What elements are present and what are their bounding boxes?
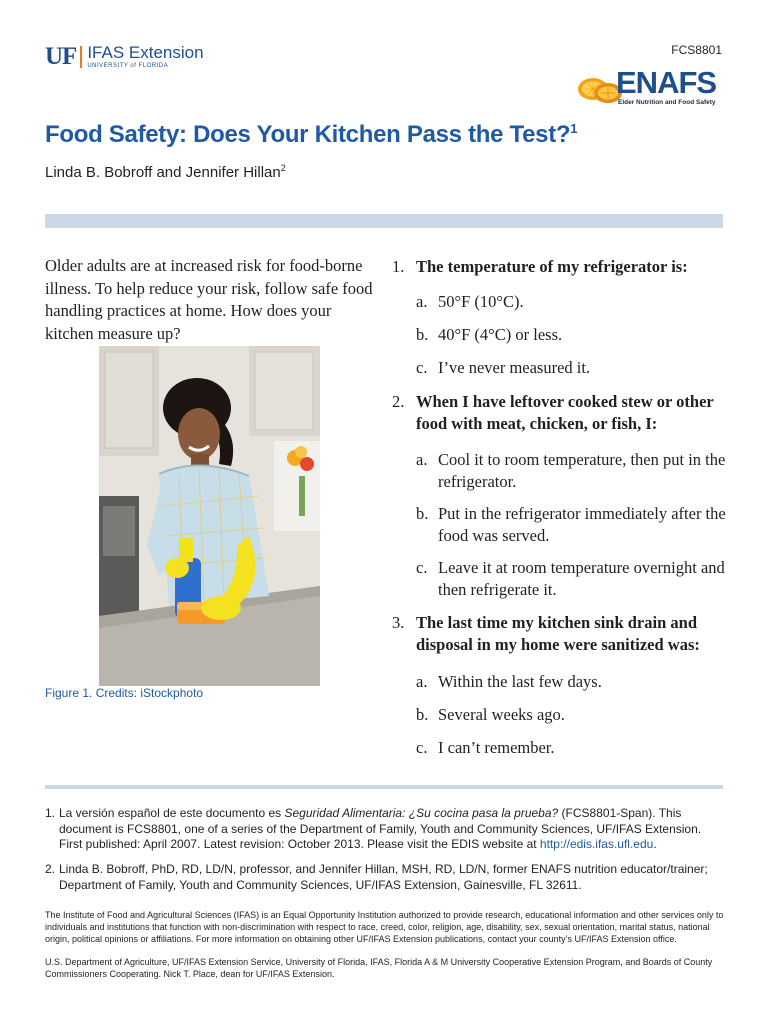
- ifas-extension-title: IFAS Extension: [87, 43, 204, 62]
- university-of-florida-text: UNIVERSITY of FLORIDA: [87, 63, 169, 69]
- option-letter: c.: [416, 358, 428, 377]
- authors-footnote-ref[interactable]: 2: [280, 163, 286, 173]
- option-text: I can’t remember.: [438, 738, 555, 757]
- option-text: 50°F (10°C).: [438, 292, 524, 311]
- option-text: Leave it at room temperature overnight and then refrigerate it.: [438, 558, 725, 599]
- option-text: Within the last few days.: [438, 672, 602, 691]
- page-title: Food Safety: Does Your Kitchen Pass the Test?$^1$: [45, 121, 578, 148]
- option-letter: b.: [416, 504, 429, 523]
- authors: Linda B. Bobroff and Jennifer Hillan$^2$: [45, 163, 286, 181]
- option-letter: c.: [416, 558, 428, 577]
- enafs-wordmark: ENAFS: [616, 65, 717, 100]
- edis-link[interactable]: http://edis.ifas.ufl.edu: [539, 837, 654, 851]
- kitchen-cleaning-photo: [99, 346, 320, 686]
- intro-paragraph: Older adults are at increased risk for food-borne illness. To help reduce your risk, follow safe food handling practices at home. How does your kitchen measure up?: [45, 256, 373, 343]
- footnote-number: 1.: [45, 806, 56, 820]
- document-id: FCS8801: [671, 43, 722, 57]
- option-text: 40°F (4°C) or less.: [438, 325, 563, 344]
- question-text: When I have leftover cooked stew or other food with meat, chicken, or fish, I:: [416, 392, 714, 433]
- footnote-text: Linda B. Bobroff, PhD, RD, LD/N, professor, and Jennifer Hillan, MSH, RD, LD/N, former ENAFS nutrition educator/trainer; Department of Family, Youth and Community Sciences, UF/IFAS Extension, Gainesville, FL 32611.: [59, 862, 708, 892]
- figure-caption: [45, 686, 203, 700]
- usda-statement: U.S. Department of Agriculture, UF/IFAS Extension Service, University of Florida, IFAS, Florida A & M University Cooperative Extension Program, and Boards of County Commissioners Cooperating. Nick T. Place, dean for UF/IFAS Extension.: [45, 957, 713, 979]
- enafs-tagline: Elder Nutrition and Food Safety: [618, 99, 716, 106]
- figure-label: Figure 1.: [45, 686, 93, 700]
- question-number: 1.: [392, 257, 405, 276]
- footnote-number: 2.: [45, 862, 56, 876]
- option-letter: a.: [416, 292, 428, 311]
- question-text: The last time my kitchen sink drain and disposal in my home were sanitized was:: [416, 613, 700, 654]
- option-text: Put in the refrigerator immediately after the food was served.: [438, 504, 726, 545]
- spanish-title: Seguridad Alimentaria: ¿Su cocina pasa la prueba?: [284, 806, 559, 820]
- question-number: 3.: [392, 613, 405, 632]
- header-band: [45, 214, 723, 228]
- uf-logo-mark: UF: [45, 43, 77, 70]
- option-text: Cool it to room temperature, then put in the refrigerator.: [438, 450, 726, 491]
- figure-credit: Credits: iStockphoto: [95, 686, 204, 700]
- question-text: The temperature of my refrigerator is:: [416, 257, 688, 276]
- equal-opportunity-statement: The Institute of Food and Agricultural Sciences (IFAS) is an Equal Opportunity Institution authorized to provide research, educational information and other services only to individuals and institutions that function with non-discrimination with respect to race, creed, color, religion, age, disability, sex, sexual orientation, marital status, national origin, political opinions or affiliations. For more information on obtaining other UF/IFAS Extension publications, contact your county’s UF/IFAS Extension office.: [45, 910, 724, 944]
- section-divider: [45, 785, 723, 789]
- option-text: Several weeks ago.: [438, 705, 565, 724]
- uf-ifas-logo: [45, 44, 204, 70]
- option-letter: b.: [416, 705, 429, 724]
- logo-divider: [80, 46, 82, 68]
- option-letter: a.: [416, 672, 428, 691]
- question-number: 2.: [392, 392, 405, 411]
- enafs-logo: [576, 66, 722, 110]
- option-letter: b.: [416, 325, 429, 344]
- title-footnote-ref[interactable]: 1: [570, 121, 578, 136]
- option-letter: a.: [416, 450, 428, 469]
- option-letter: c.: [416, 738, 428, 757]
- option-text: I’ve never measured it.: [438, 358, 591, 377]
